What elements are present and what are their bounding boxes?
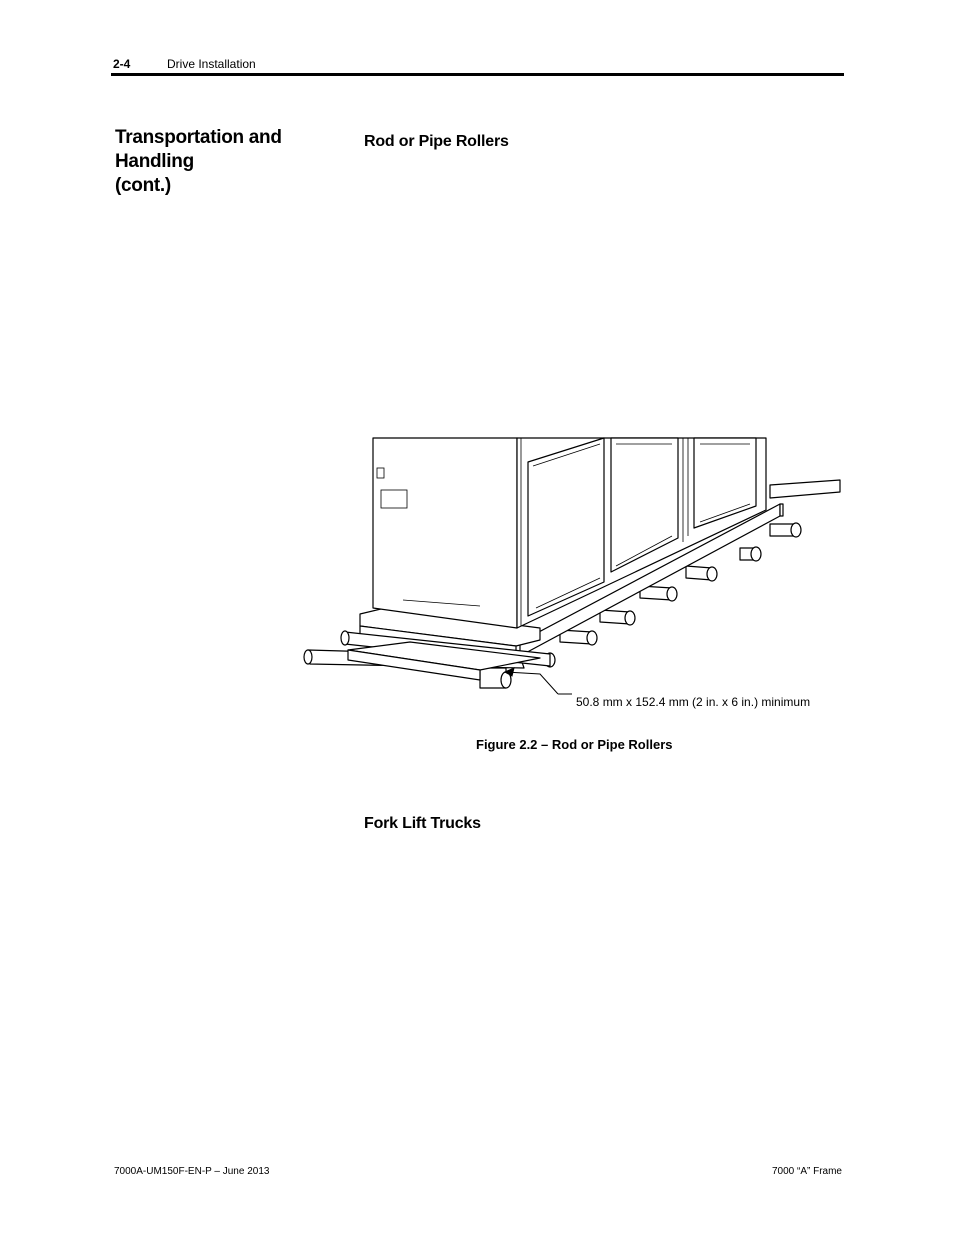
rollers-illustration xyxy=(300,432,845,722)
figure-callout: 50.8 mm x 152.4 mm (2 in. x 6 in.) minimum xyxy=(576,695,811,709)
footer-product: 7000 “A” Frame xyxy=(771,1166,842,1177)
footer-doc-id: 7000A-UM150F-EN-P – June 2013 xyxy=(114,1166,270,1177)
heading-fork-lift-trucks: Fork Lift Trucks xyxy=(364,815,481,832)
side-heading-line2: (cont.) xyxy=(115,175,171,196)
section-title: Drive Installation xyxy=(167,57,256,71)
figure-caption: Figure 2.2 – Rod or Pipe Rollers xyxy=(476,737,673,752)
heading-rod-or-pipe-rollers: Rod or Pipe Rollers xyxy=(364,133,509,150)
side-heading xyxy=(115,126,355,198)
side-heading-line1: Transportation and Handling xyxy=(115,127,282,172)
figure-rod-rollers xyxy=(300,432,845,722)
page-number: 2-4 xyxy=(113,57,131,71)
header-rule xyxy=(111,73,844,76)
